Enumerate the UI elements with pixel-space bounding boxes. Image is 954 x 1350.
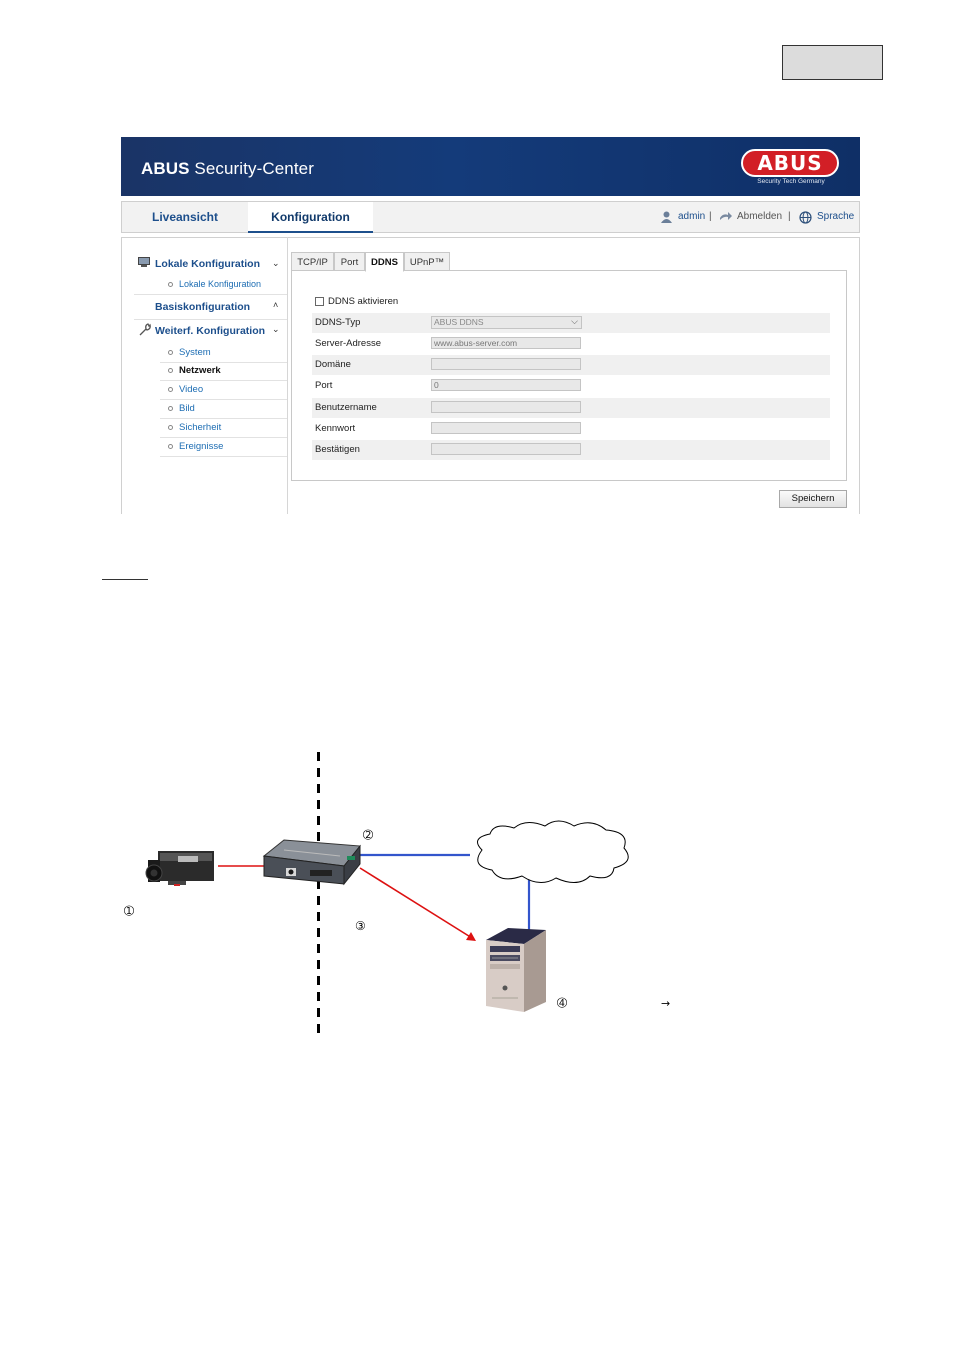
marker-ddns-server: ➃ [557,996,568,1010]
sidebar-item-video[interactable]: Video [179,384,204,395]
sidebar-item-system[interactable]: System [179,347,211,358]
user-link[interactable]: admin [678,211,706,222]
sidebar-item-sicherheit[interactable]: Sicherheit [179,422,222,433]
tab-port[interactable]: Port [334,252,365,271]
logout-link[interactable]: Abmelden [737,211,783,222]
tab-liveansicht[interactable]: Liveansicht [151,210,219,224]
server-address-label: Server-Adresse [315,338,381,349]
internet-cloud-icon [478,821,629,883]
sidebar-item-lokale-konfiguration[interactable]: Lokale Konfiguration [179,279,262,289]
server-address-input[interactable]: www.abus-server.com [431,337,581,349]
marker-ddns-update: ③ [355,919,366,933]
nav-separator: | [709,211,712,222]
chevron-down-icon[interactable]: ⌄ [272,258,280,268]
router-server-link [360,868,472,938]
tab-tcpip[interactable]: TCP/IP [291,252,334,271]
ddns-enable-label: DDNS aktivieren [328,296,399,307]
sidebar-item-bild[interactable]: Bild [179,403,195,414]
server-icon [486,928,546,1012]
ddns-type-label: DDNS-Typ [315,317,361,328]
sidebar-item-ereignisse[interactable]: Ereignisse [179,441,224,452]
save-button[interactable]: Speichern [779,490,847,508]
sidebar-weiterf-konfiguration[interactable]: Weiterf. Konfiguration [155,325,266,337]
password-label: Kennwort [315,423,356,434]
arrow-right-icon: → [661,997,671,1010]
sidebar-basiskonfiguration[interactable]: Basiskonfiguration [155,301,251,313]
confirm-label: Bestätigen [315,444,360,455]
marker-router: ➁ [363,828,374,842]
port-label: Port [315,380,333,391]
marker-camera: ➀ [124,904,135,918]
app-title: ABUS Security-Center [141,159,314,178]
tab-konfiguration[interactable]: Konfiguration [248,202,373,233]
ddns-type-value: ABUS DDNS [434,317,484,327]
sidebar-item-netzwerk[interactable]: Netzwerk [179,365,221,376]
chevron-up-icon[interactable]: ˄ [273,300,279,310]
sidebar-lokale-konfiguration[interactable]: Lokale Konfiguration [155,258,260,270]
username-label: Benutzername [315,402,377,413]
abus-logo: ABUS [741,149,839,177]
tab-upnp[interactable]: UPnP™ [404,252,450,271]
tab-ddns[interactable]: DDNS [365,252,404,272]
port-input[interactable]: 0 [431,379,581,391]
nav-separator: | [788,211,791,222]
domain-label: Domäne [315,359,351,370]
chevron-down-icon: ⌵ [571,316,578,326]
chevron-down-icon[interactable]: ⌄ [272,324,280,334]
abus-logo-tagline: Security Tech Germany [757,178,825,185]
arrow-head [466,932,476,941]
language-link[interactable]: Sprache [817,211,855,222]
camera-icon [146,851,214,885]
router-icon [264,840,360,884]
